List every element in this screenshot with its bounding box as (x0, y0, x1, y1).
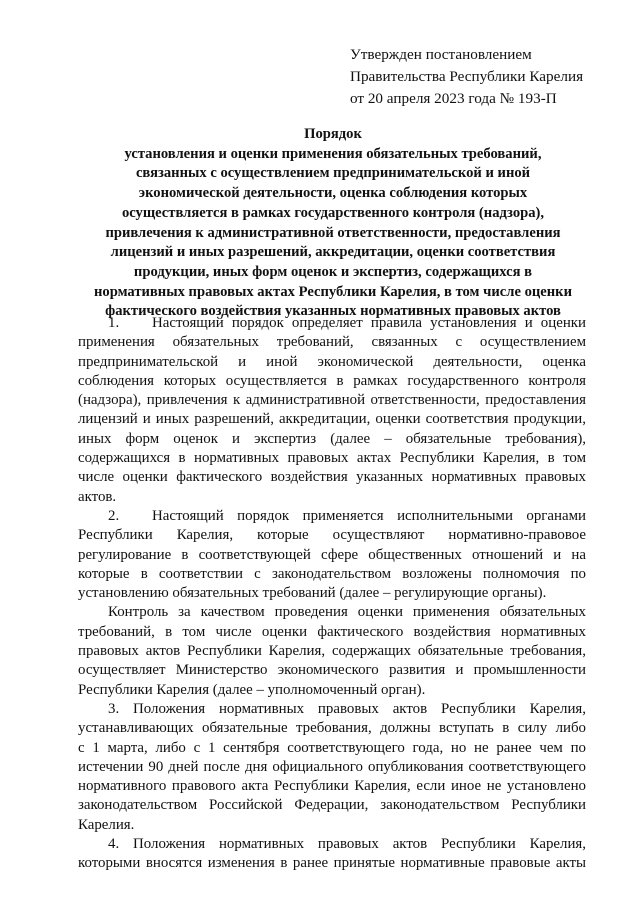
paragraph-3 (78, 603, 586, 699)
text-line: законодательством Российской Федерации, законодательством Республики (78, 797, 586, 814)
text-line: которыми вносятся изменения в ранее принятые нормативные правовые акты (78, 855, 586, 872)
text-line: регулирование в соответствующей сфере общественных отношений и на (78, 546, 586, 563)
item-number: 1. (108, 315, 120, 331)
approval-line-2: Правительства Республики Карелия (350, 68, 584, 85)
document-body (78, 314, 586, 874)
text-line (78, 314, 586, 333)
text-line: Республики Карелия, которые осуществляют нормативно-правовое (78, 527, 586, 544)
text-line: актов. (78, 488, 117, 505)
paragraph-4 (78, 700, 586, 835)
text-line: иных форм оценок и экспертиз (далее – обязательные требования), (78, 430, 586, 447)
document-heading (80, 125, 586, 322)
text-line: числе оценки фактического воздействия указанных нормативных правовых (78, 469, 586, 486)
text-line: требований, в том числе оценки фактического воздействия нормативных (78, 623, 586, 640)
text-line: которые в соответствии с законодательством возложены полномочия по (78, 565, 586, 582)
text-line: (надзора), привлечения к административной ответственности, предоставления (78, 392, 586, 409)
text-line: Карелия. (78, 816, 135, 833)
heading-line: лицензий и иных разрешений, аккредитации, оценки соответствия (110, 244, 556, 261)
heading-line: привлечения к административной ответственности, предоставления (105, 224, 561, 241)
text-line: устанавливающих обязательные требования, должны вступать в силу либо (78, 720, 586, 737)
text-line: применения обязательных требований, связанных с осуществлением (78, 334, 586, 351)
text-line: правовых актов Республики Карелия, содержащих обязательные требования, (78, 643, 586, 660)
approval-line-3: от 20 апреля 2023 года № 193-П (350, 90, 557, 107)
text-line: с 1 марта, либо с 1 сентября соответствующего года, но не ранее чем по (78, 739, 586, 756)
text-line: 4. Положения нормативных правовых актов Республики Карелия, (108, 836, 586, 853)
item-number: 2. (108, 507, 120, 524)
paragraph-5 (78, 835, 586, 874)
paragraph-2 (78, 507, 586, 603)
text-line (78, 507, 586, 526)
text-line: соблюдения которых осуществляется в рамках государственного контроля (78, 372, 586, 389)
paragraph-1 (78, 314, 586, 507)
heading-line: экономической деятельности, оценка соблюдения которых (138, 185, 528, 202)
heading-line: нормативных правовых актах Республики Карелия, в том числе оценки (93, 283, 572, 300)
approval-line-1: Утвержден постановлением (350, 46, 532, 63)
text-line: предпринимательской и иной экономической деятельности, оценка (78, 353, 586, 370)
heading-line: фактического воздействия указанных нормативных правовых актов (105, 303, 561, 320)
text-line: истечении 90 дней после дня официального опубликования соответствующего (78, 758, 586, 775)
text-line: осуществляет Министерство экономического развития и промышленности (78, 662, 586, 679)
heading-line: установления и оценки применения обязательных требований, (124, 145, 542, 162)
text-line: нормативного правового акта Республики Карелия, если иное не установлено (78, 778, 586, 795)
text-line: лицензий и иных разрешений, аккредитации, оценки соответствия продукции, (78, 411, 586, 428)
line-text: Настоящий порядок применяется исполнительными органами (152, 507, 586, 524)
heading-line: связанных с осуществлением предпринимательской и иной (135, 165, 531, 182)
text-line: 3. Положения нормативных правовых актов Республики Карелия, (108, 700, 586, 717)
heading-line: осуществляется в рамках государственного контроля (надзора), (121, 204, 545, 221)
document-title: Порядок (304, 126, 362, 142)
heading-line: продукции, иных форм оценок и экспертиз, содержащихся в (133, 263, 533, 280)
approval-block (350, 44, 620, 110)
text-line: Контроль за качеством проведения оценки применения обязательных (108, 604, 586, 621)
line-text: Настоящий порядок определяет правила установления и оценки (152, 315, 586, 331)
text-line: установлению обязательных требований (далее – регулирующие органы). (78, 585, 547, 602)
text-line: Республики Карелия (далее – уполномоченный орган). (78, 681, 426, 698)
text-line: содержащихся в нормативных правовых актах Республики Карелия, в том (78, 450, 586, 467)
